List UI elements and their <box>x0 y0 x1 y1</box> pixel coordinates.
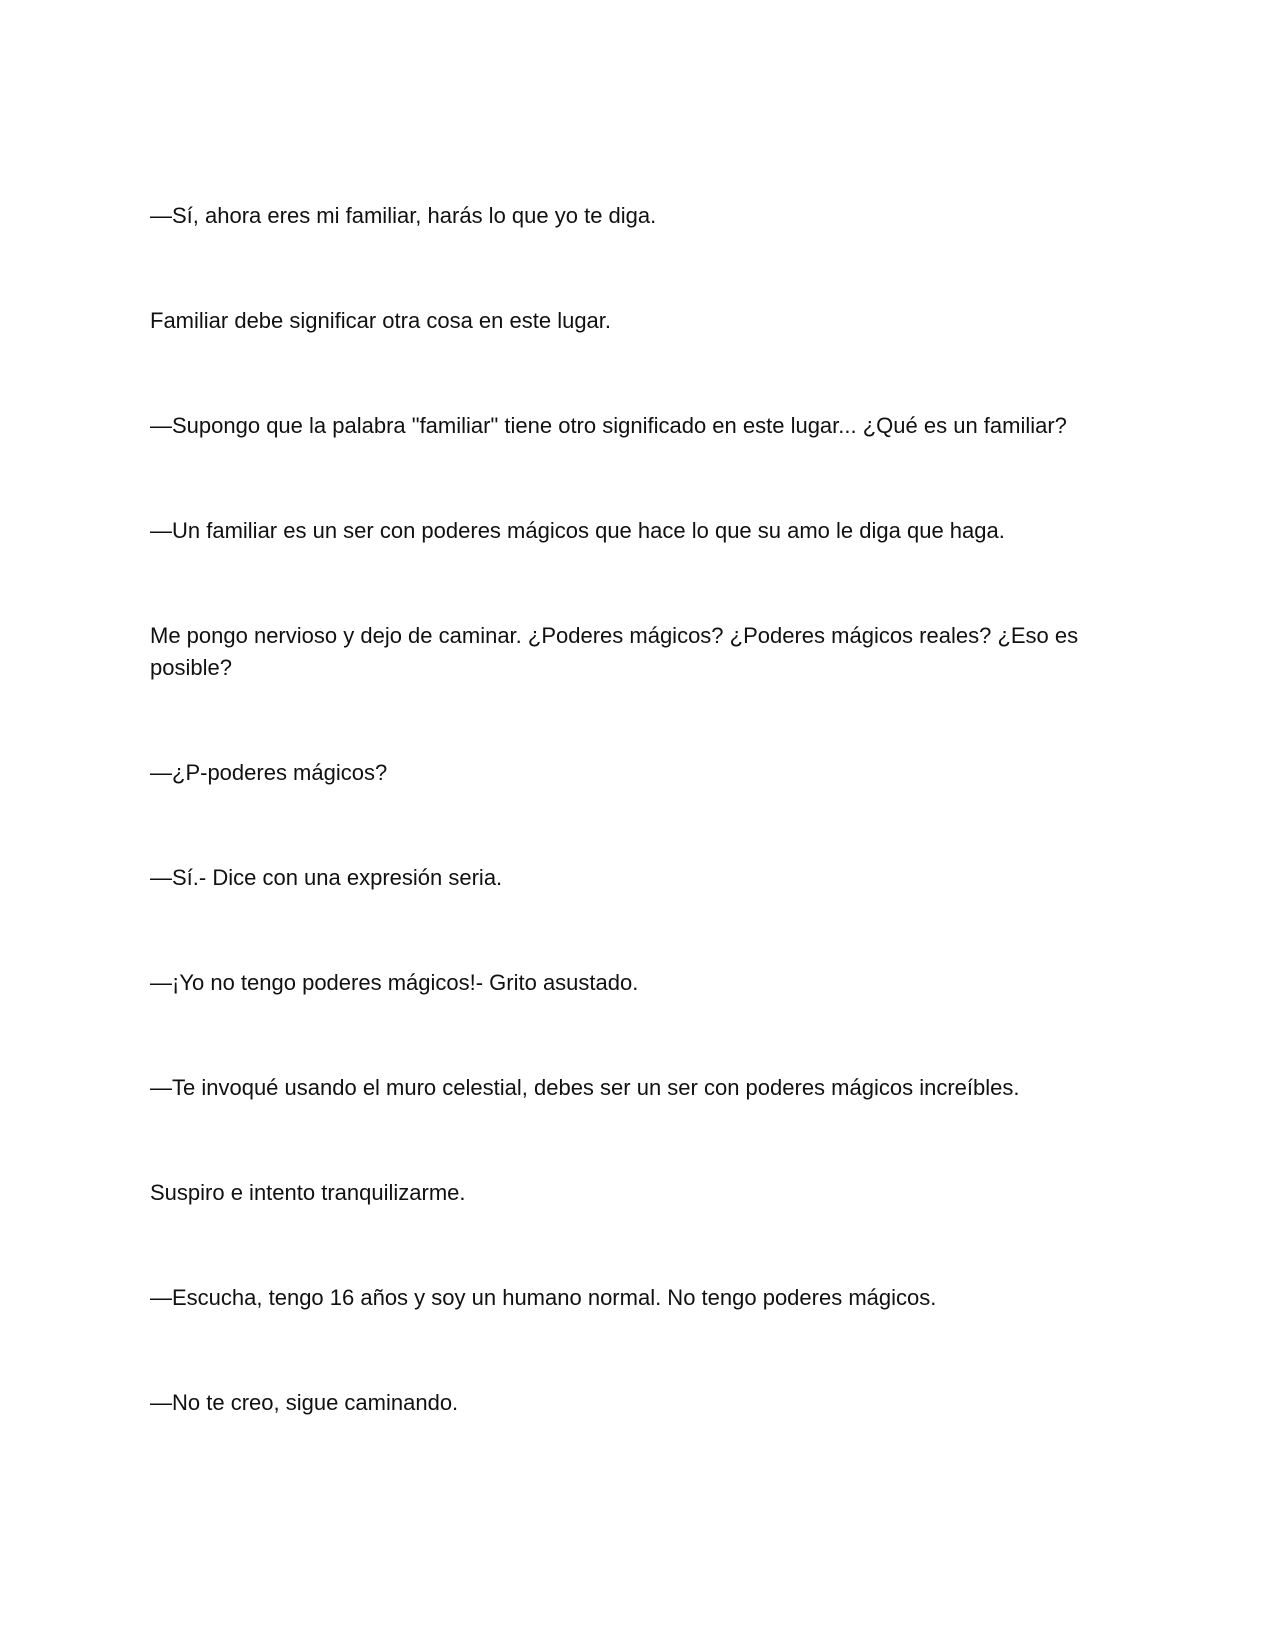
paragraph-8: —¡Yo no tengo poderes mágicos!- Grito asustado. <box>150 970 639 995</box>
paragraph-11: —Escucha, tengo 16 años y soy un humano normal. No tengo poderes mágicos. <box>150 1285 937 1310</box>
paragraph-3: —Supongo que la palabra "familiar" tiene otro significado en este lugar... ¿Qué es un familiar? <box>150 413 1067 438</box>
paragraph-10: Suspiro e intento tranquilizarme. <box>150 1180 466 1205</box>
paragraph-6: —¿P-poderes mágicos? <box>150 760 388 785</box>
paragraph-2: Familiar debe significar otra cosa en este lugar. <box>150 308 612 333</box>
paragraph-12: —No te creo, sigue caminando. <box>150 1390 459 1415</box>
paragraph-9: —Te invoqué usando el muro celestial, debes ser un ser con poderes mágicos increíbles. <box>150 1075 1020 1100</box>
paragraph-7: —Sí.- Dice con una expresión seria. <box>150 865 503 890</box>
paragraph-1: —Sí, ahora eres mi familiar, harás lo que yo te diga. <box>150 203 657 228</box>
paragraph-4: —Un familiar es un ser con poderes mágicos que hace lo que su amo le diga que haga. <box>150 518 1005 543</box>
paragraph-5: Me pongo nervioso y dejo de caminar. ¿Poderes mágicos? ¿Poderes mágicos reales? ¿Eso es posible? <box>150 623 1079 680</box>
